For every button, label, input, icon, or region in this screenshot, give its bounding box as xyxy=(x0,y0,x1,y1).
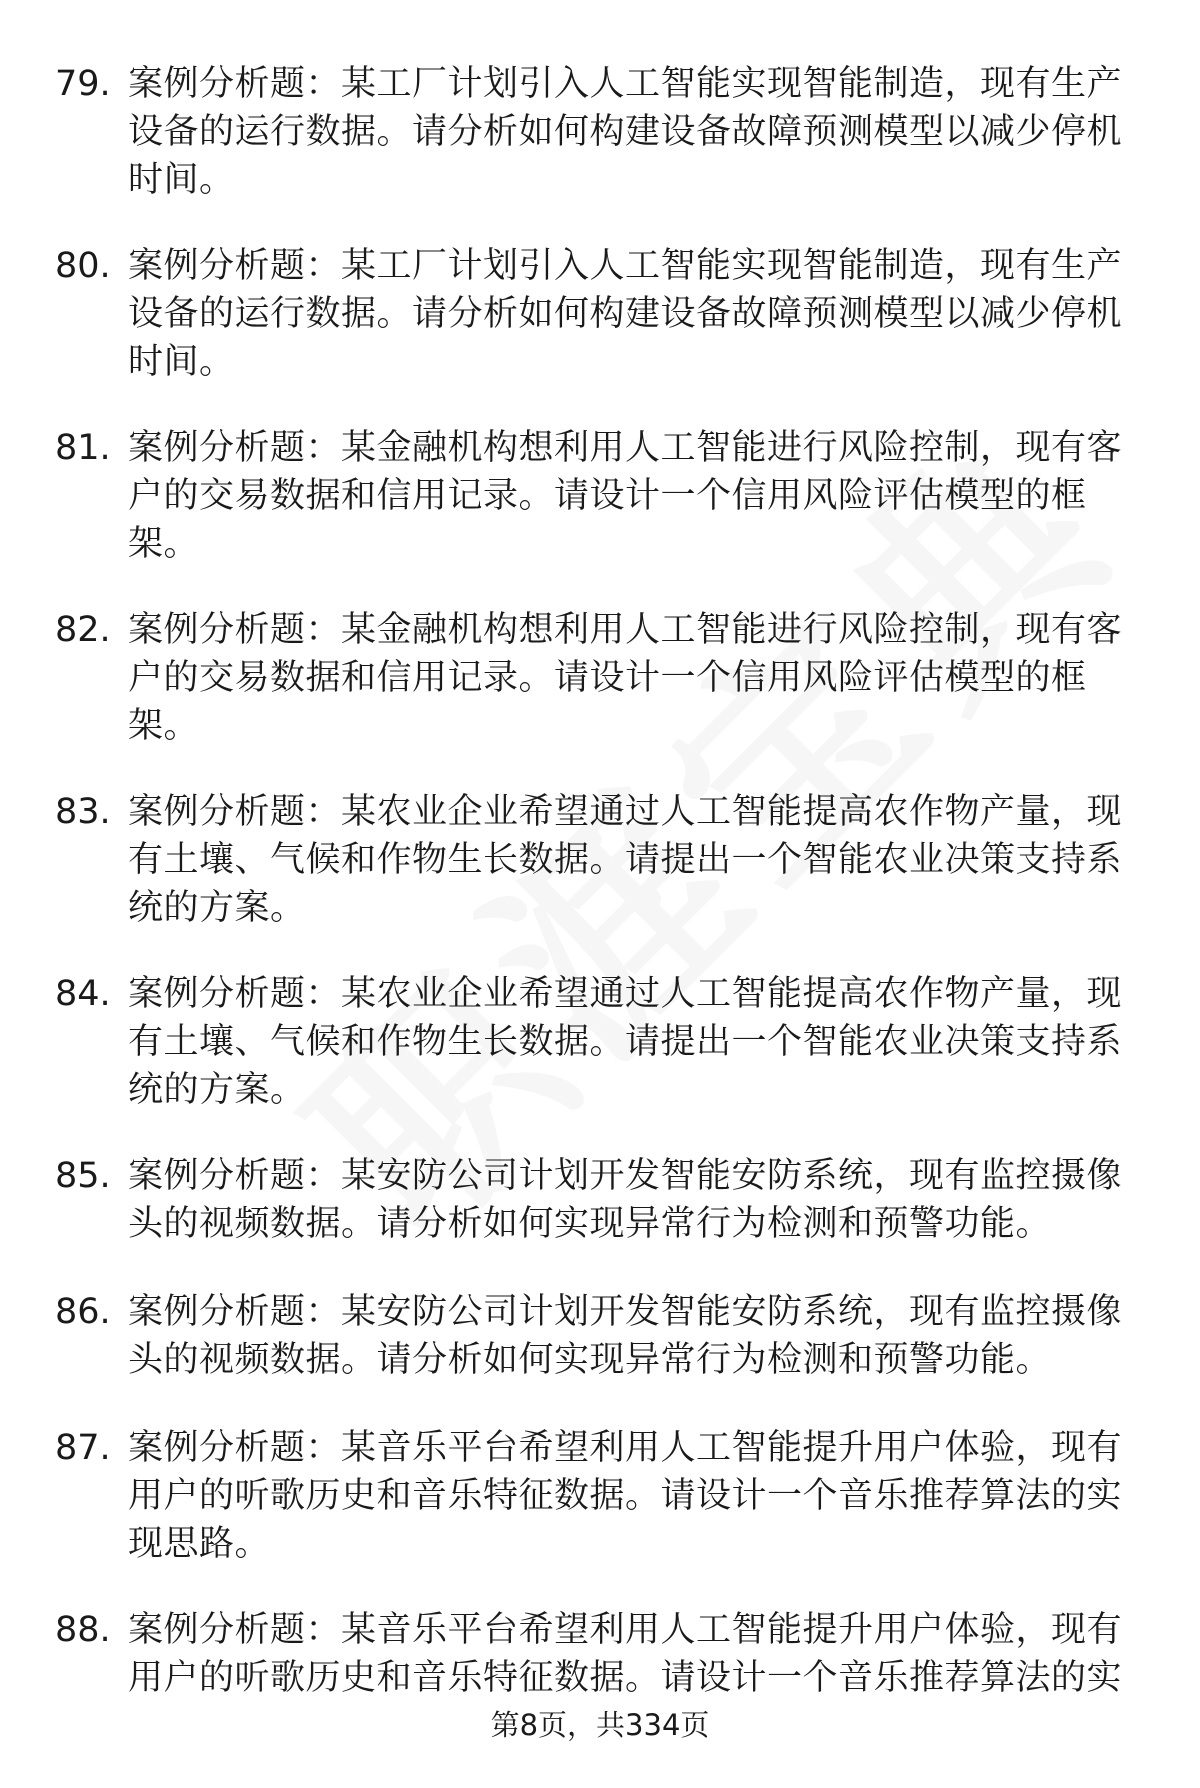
question-item xyxy=(0,970,1200,1152)
question-item xyxy=(0,788,1200,970)
question-item xyxy=(0,60,1200,242)
page-number-label: 第8页，共334页 xyxy=(490,1708,710,1742)
question-number: 82. xyxy=(55,610,111,650)
question-text: 案例分析题：某工厂计划引入人工智能实现智能制造，现有生产设备的运行数据。请分析如何构建设备故障预测模型以减少停机时间。 xyxy=(128,64,1123,200)
page-footer xyxy=(0,1705,1200,1745)
question-item xyxy=(0,1606,1200,1788)
question-item xyxy=(0,424,1200,606)
question-number: 85. xyxy=(55,1156,111,1196)
question-number: 84. xyxy=(55,974,111,1014)
question-list xyxy=(0,60,1200,1788)
question-text: 案例分析题：某农业企业希望通过人工智能提高农作物产量，现有土壤、气候和作物生长数据。请提出一个智能农业决策支持系统的方案。 xyxy=(128,974,1123,1110)
question-item xyxy=(0,606,1200,788)
question-text: 案例分析题：某工厂计划引入人工智能实现智能制造，现有生产设备的运行数据。请分析如何构建设备故障预测模型以减少停机时间。 xyxy=(128,246,1123,382)
question-text: 案例分析题：某音乐平台希望利用人工智能提升用户体验，现有用户的听歌历史和音乐特征数据。请设计一个音乐推荐算法的实现思路。 xyxy=(128,1428,1123,1564)
question-text: 案例分析题：某安防公司计划开发智能安防系统，现有监控摄像头的视频数据。请分析如何实现异常行为检测和预警功能。 xyxy=(128,1156,1123,1244)
question-text: 案例分析题：某音乐平台希望利用人工智能提升用户体验，现有用户的听歌历史和音乐特征数据。请设计一个音乐推荐算法的实 xyxy=(128,1610,1123,1698)
question-number: 87. xyxy=(55,1428,111,1468)
question-text: 案例分析题：某安防公司计划开发智能安防系统，现有监控摄像头的视频数据。请分析如何实现异常行为检测和预警功能。 xyxy=(128,1292,1123,1380)
question-number: 79. xyxy=(55,64,111,104)
question-number: 88. xyxy=(55,1610,111,1650)
question-number: 80. xyxy=(55,246,111,286)
question-text: 案例分析题：某金融机构想利用人工智能进行风险控制，现有客户的交易数据和信用记录。请设计一个信用风险评估模型的框架。 xyxy=(128,428,1123,564)
question-item xyxy=(0,242,1200,424)
question-item xyxy=(0,1424,1200,1606)
question-item xyxy=(0,1288,1200,1424)
question-number: 83. xyxy=(55,792,111,832)
question-item xyxy=(0,1152,1200,1288)
question-number: 81. xyxy=(55,428,111,468)
question-number: 86. xyxy=(55,1292,111,1332)
question-text: 案例分析题：某金融机构想利用人工智能进行风险控制，现有客户的交易数据和信用记录。请设计一个信用风险评估模型的框架。 xyxy=(128,610,1123,746)
question-text: 案例分析题：某农业企业希望通过人工智能提高农作物产量，现有土壤、气候和作物生长数据。请提出一个智能农业决策支持系统的方案。 xyxy=(128,792,1123,928)
